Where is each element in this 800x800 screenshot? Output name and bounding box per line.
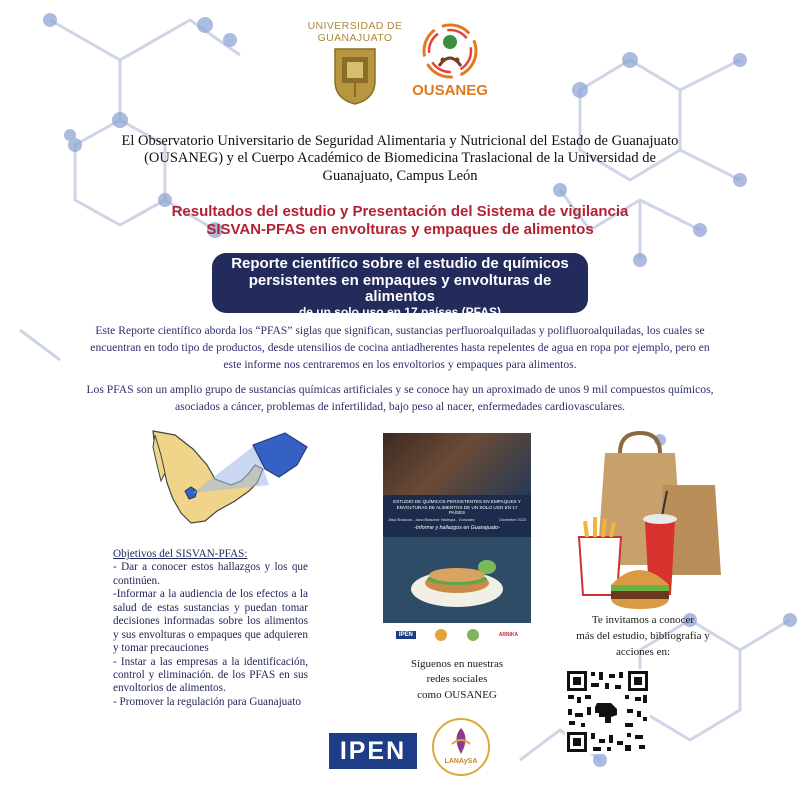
paragraph-pfas-definition: Este Reporte científico aborda los “PFAS” siglas que significan, sustancias perfluoroalquiladas y polifluoroalquiladas, los cuales se encuentran en todo tipo de productos, desde utensilios de cocina antiadherentes hasta repelentes de agua en ropa por ejemplo, pero en este informe nos centraremos en los envoltorios y empaques para alimentos. (90, 324, 710, 371)
invite-line-1: Te invitamos a conocer (591, 614, 695, 626)
mexico-map-icon (145, 425, 310, 545)
cover-footer-logos (383, 623, 531, 647)
social-line-2: redes sociales (426, 673, 488, 686)
objective-item: -Informar a la audiencia de los efectos a la salud de estas sustancias y puedan tomar decisiones informadas sobre los alimentos y sus envolturas o empaques que adquieren y tomar precauciones (113, 588, 308, 655)
ousaneg-name: OUSANEG (412, 82, 488, 99)
cover-photo (383, 433, 531, 495)
cover-partner-logo-icon (467, 629, 479, 641)
cover-arnika-logo: ARNIKA (498, 632, 519, 638)
invite-line-3: acciones en: (615, 645, 671, 658)
cover-title: ESTUDIO DE QUÍMICOS PERSISTENTES EN EMPAQUES Y ENVOLTURAS DE ALIMENTOS DE UN SOLO USO EN 17 PAÍSES (393, 499, 521, 516)
invite-line-2: más del estudio, bibliografía y (576, 629, 710, 642)
social-line-1: Síguenos en nuestras (410, 658, 504, 670)
objective-item: - Instar a las empresas a la identificación, control y eliminación. de los PFAS en sus envoltorios de alimentos. (113, 655, 308, 695)
objective-item: - Dar a conocer estos hallazgos y los que continúen. (113, 561, 308, 587)
ousaneg-emblem-icon (419, 20, 481, 82)
ipen-logo: IPEN (329, 733, 417, 769)
paragraph-pfas-health: Los PFAS son un amplio grupo de sustancias químicas artificiales y se conoce hay un aproximado de unos 9 mil compuestos químicos, asociados a cáncer, problemas de infertilidad, bajo peso al nacer, enfermedades cardiovasculares. (86, 383, 714, 413)
lanaysa-emblem-icon (446, 726, 476, 756)
objectives-title: Objetivos del SISVAN-PFAS: (113, 548, 248, 560)
lanaysa-logo (432, 718, 490, 776)
university-logo (300, 20, 410, 110)
qr-code-icon[interactable] (565, 669, 650, 754)
intro-text: El Observatorio Universitario de Seguridad Alimentaria y Nutricional del Estado de Guanajuato (OUSANEG) y el Cuerpo Académico de Biomedicina Traslacional de la Universidad de Guanajuato, Campus León (121, 133, 679, 184)
banner-line-2: persistentes en empaques y envolturas de alimentos (248, 271, 552, 305)
objective-item: - Promover la regulación para Guanajuato (113, 695, 301, 708)
cover-partner-logo-icon (435, 629, 447, 641)
report-banner (212, 253, 588, 319)
cover-title-band (383, 495, 531, 537)
banner-line-3: de un solo uso en 17 países (PFAS) (298, 304, 502, 319)
invite-text (568, 613, 718, 661)
fast-food-illustration-icon (575, 425, 725, 610)
sandwich-photo-icon (383, 537, 531, 623)
objectives-section (113, 548, 308, 709)
ousaneg-logo (410, 20, 490, 99)
cover-subtitle: -Informe y hallazgos en Guanajuato- (414, 524, 500, 531)
cover-authors: Jitka Strakova - Jana Brascher Hadrupa - Gonzalez (388, 518, 475, 523)
cover-ipen-logo: IPEN (396, 631, 416, 639)
banner-line-1: Reporte científico sobre el estudio de químicos (231, 255, 569, 272)
social-line-3: como OUSANEG (417, 688, 497, 701)
cover-date: Diciembre 2023 (499, 518, 526, 523)
university-name: UNIVERSIDAD DE GUANAJUATO (307, 20, 403, 45)
report-cover-image (383, 433, 531, 647)
lanaysa-name: LANAySA (444, 758, 478, 765)
social-text (383, 657, 531, 703)
headline: Resultados del estudio y Presentación del Sistema de vigilancia SISVAN-PFAS en envolturas y empaques de alimentos (171, 203, 629, 238)
university-seal-icon (332, 47, 378, 105)
